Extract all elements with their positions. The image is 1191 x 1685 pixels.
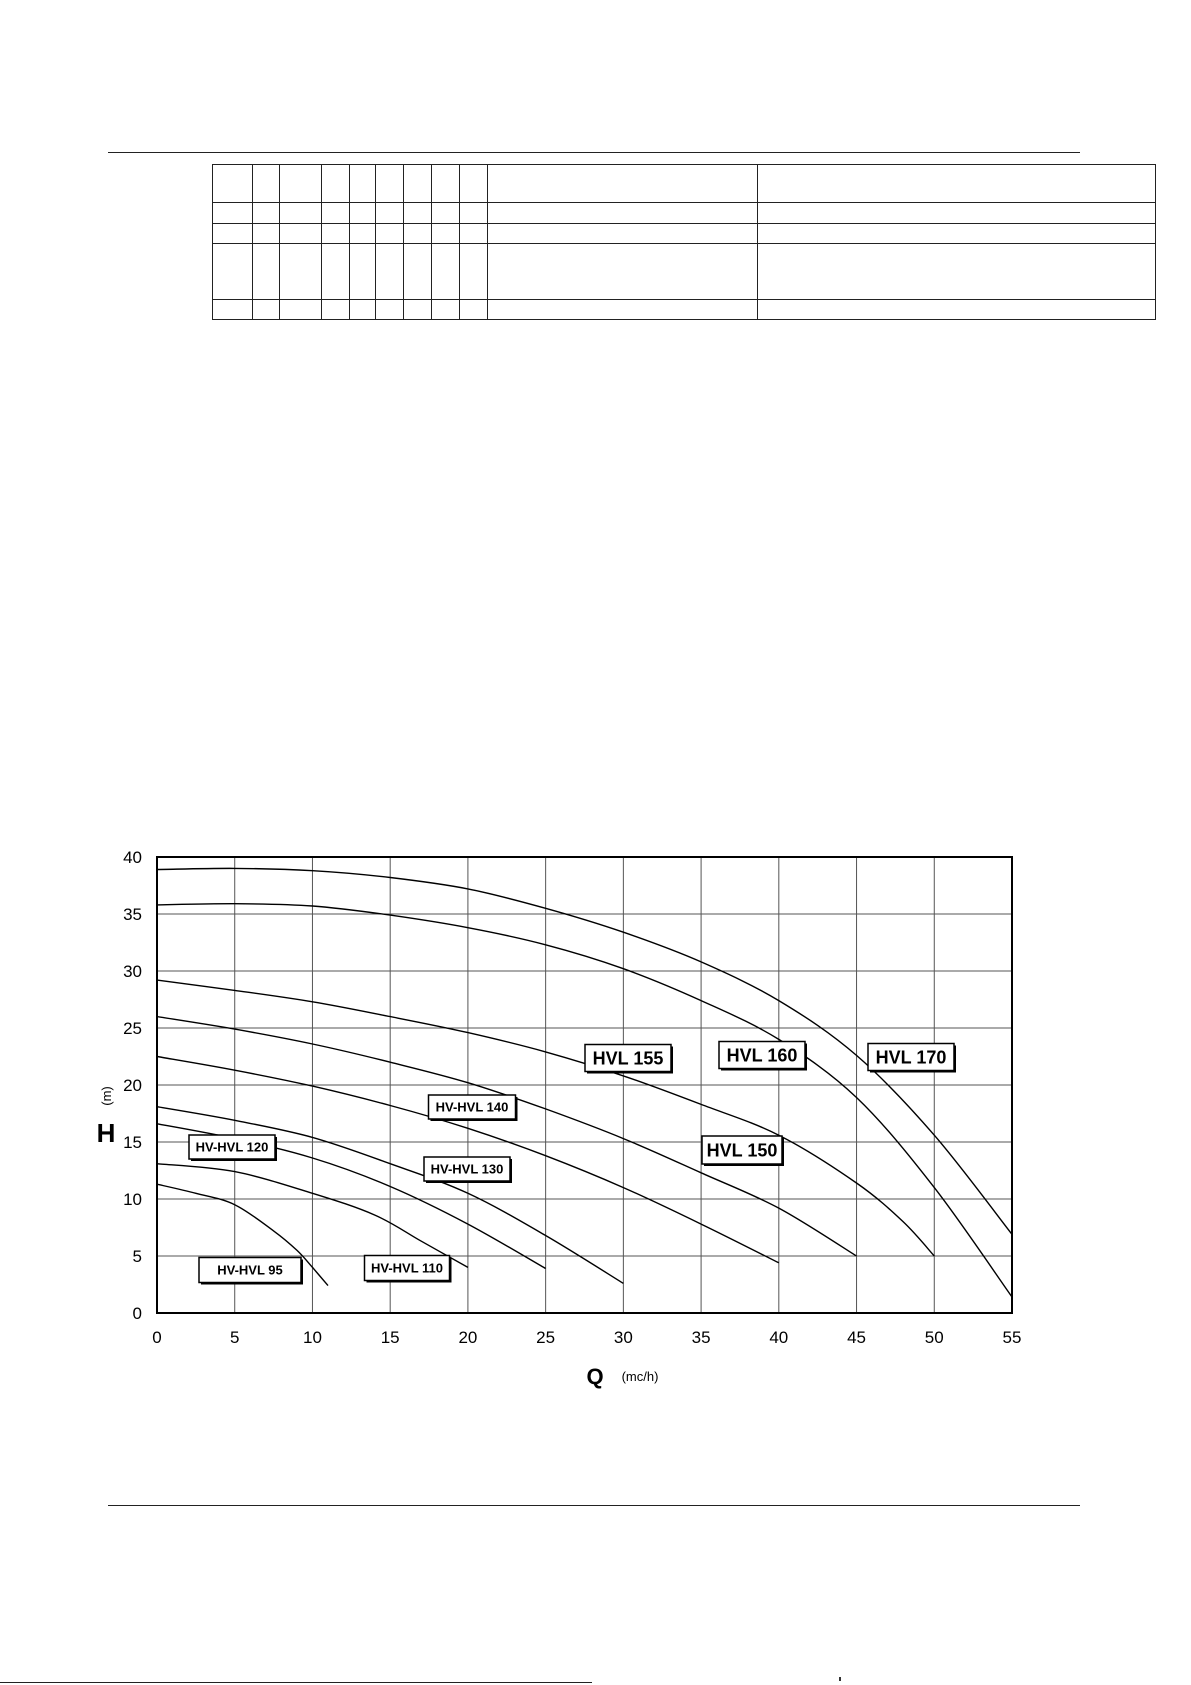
series-label-text: HVL 170 — [875, 1047, 947, 1068]
footer-rule — [108, 1505, 1080, 1506]
y-tick-label: 20 — [123, 1076, 142, 1095]
x-tick-label: 5 — [229, 1328, 240, 1347]
x-axis-label: Q — [586, 1364, 604, 1389]
series-label-text: HV-HVL 95 — [217, 1262, 283, 1278]
series-label — [585, 1045, 673, 1074]
x-tick-label: 50 — [924, 1328, 944, 1347]
page-edge-mark — [839, 1677, 841, 1681]
series-label — [189, 1135, 277, 1161]
x-tick-label: 10 — [302, 1328, 322, 1347]
page-edge-rule — [0, 1682, 592, 1683]
x-tick-label: 25 — [536, 1328, 556, 1347]
x-tick-label: 45 — [847, 1328, 867, 1347]
y-axis-label: H — [96, 1118, 116, 1148]
y-tick-label: 10 — [123, 1190, 142, 1209]
series-label — [719, 1042, 807, 1071]
x-tick-label: 30 — [613, 1328, 633, 1347]
series-label — [868, 1044, 956, 1073]
series-label — [199, 1258, 303, 1285]
y-tick-label: 15 — [123, 1133, 142, 1152]
y-tick-label: 30 — [123, 962, 142, 981]
x-tick-label: 40 — [769, 1328, 789, 1347]
y-tick-label: 0 — [132, 1304, 142, 1323]
y-tick-label: 25 — [123, 1019, 142, 1038]
x-axis-unit: (mc/h) — [621, 1369, 659, 1384]
series-label-text: HV-HVL 140 — [435, 1099, 509, 1115]
series-label-text: HVL 150 — [706, 1140, 778, 1161]
series-label — [429, 1095, 518, 1121]
x-tick-label: 20 — [458, 1328, 478, 1347]
x-tick-label: 55 — [1002, 1328, 1022, 1347]
series-label-text: HV-HVL 120 — [195, 1139, 269, 1155]
y-tick-label: 40 — [123, 848, 142, 867]
y-axis-unit: (m) — [99, 1086, 114, 1106]
curve-hvl-160 — [157, 904, 1012, 1297]
series-label — [424, 1157, 512, 1183]
y-tick-label: 5 — [132, 1247, 142, 1266]
x-tick-label: 15 — [380, 1328, 400, 1347]
x-tick-label: 0 — [152, 1328, 162, 1347]
y-tick-label: 35 — [123, 905, 142, 924]
x-tick-label: 35 — [691, 1328, 711, 1347]
series-label — [702, 1136, 784, 1166]
series-label-text: HV-HVL 130 — [430, 1161, 504, 1177]
series-label-text: HVL 160 — [726, 1045, 798, 1066]
series-label-text: HVL 155 — [592, 1048, 664, 1069]
series-label — [365, 1256, 452, 1283]
series-label-text: HV-HVL 110 — [370, 1260, 444, 1276]
